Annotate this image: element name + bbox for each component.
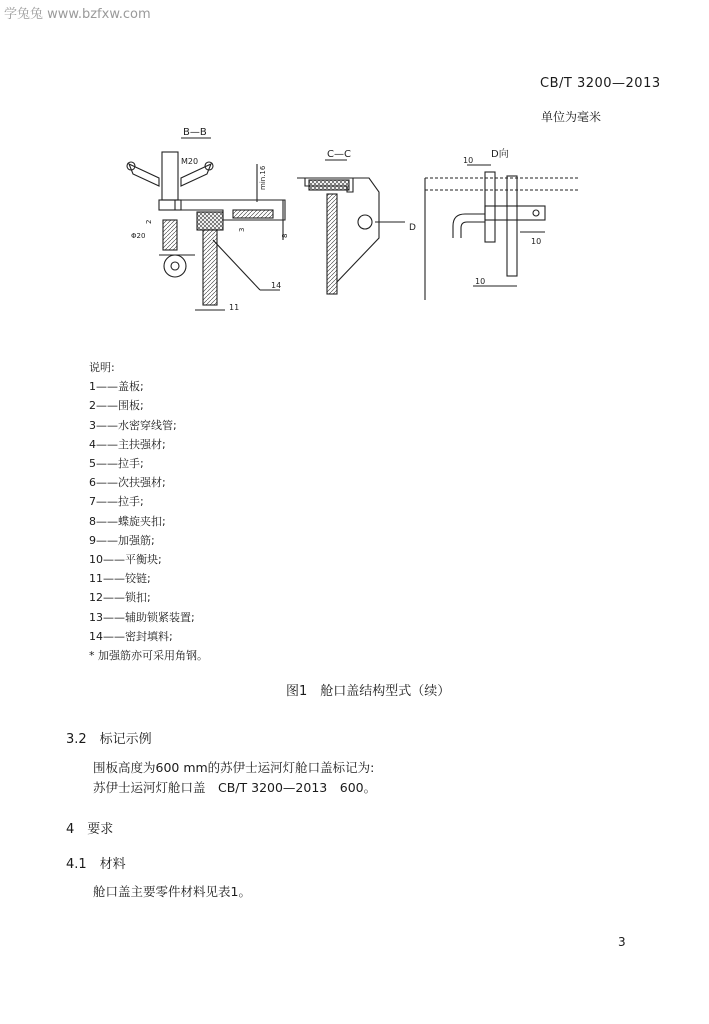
- dim-10c: 10: [475, 277, 486, 286]
- view-d: [425, 147, 580, 300]
- legend-item: 5——拉手;: [89, 457, 144, 471]
- legend-item: 12——锁扣;: [89, 591, 151, 605]
- dim-11: 11: [229, 303, 240, 312]
- legend: [89, 358, 208, 665]
- dim-min16: min.16: [259, 165, 267, 190]
- dim-m20: M20: [181, 157, 199, 166]
- legend-item: 10——平衡块;: [89, 553, 162, 567]
- legend-item: 3——水密穿线管;: [89, 418, 177, 432]
- section-4-1-heading: 4.1 材料: [66, 857, 126, 872]
- section-4-heading: 4 要求: [66, 822, 114, 837]
- legend-item: 14——密封填料;: [89, 629, 173, 643]
- legend-item: 2——围板;: [89, 399, 144, 413]
- section-3-2-example: 苏伊士运河灯舱口盖 CB/T 3200—2013 600。: [93, 780, 377, 795]
- unit-note: 单位为毫米: [541, 110, 602, 124]
- legend-item: 9——加强筋;: [89, 533, 155, 547]
- watermark-text: 学兔兔 www.bzfxw.com: [4, 7, 151, 22]
- figure-caption: 图1 舱口盖结构型式（续）: [286, 684, 451, 699]
- legend-note: * 加强筋亦可采用角钢。: [89, 649, 208, 663]
- hatch-cover-drawing: [115, 120, 635, 320]
- legend-item: 8——蝶旋夹扣;: [89, 514, 166, 528]
- page-number: 3: [618, 935, 626, 949]
- view-cc-label: C—C: [327, 149, 351, 160]
- dim-3: 3: [238, 227, 246, 232]
- dim-10b: 10: [531, 237, 542, 246]
- dim-phi20: Φ20: [131, 232, 146, 240]
- standard-code: CB/T 3200—2013: [540, 76, 661, 91]
- section-3-2-heading: 3.2 标记示例: [66, 732, 152, 747]
- section-4-1-paragraph: 舱口盖主要零件材料见表1。: [93, 884, 251, 899]
- dim-10a: 10: [463, 156, 474, 165]
- section-3-2-paragraph: 围板高度为600 mm的苏伊士运河灯舱口盖标记为:: [93, 760, 375, 775]
- legend-item: 13——辅助锁紧装置;: [89, 610, 195, 624]
- view-bb-label: B—B: [183, 127, 207, 138]
- legend-item: 4——主扶强材;: [89, 437, 166, 451]
- legend-item: 7——拉手;: [89, 495, 144, 509]
- view-d-label: D向: [491, 149, 509, 160]
- arrow-d: D: [409, 223, 416, 233]
- dim-2: 2: [145, 219, 153, 224]
- legend-item: 6——次扶强材;: [89, 476, 166, 490]
- legend-item: 1——盖板;: [89, 380, 144, 394]
- legend-item: 11——铰链;: [89, 572, 151, 586]
- view-cc: [297, 149, 416, 294]
- dim-8: 8: [281, 233, 289, 238]
- legend-title: 说明:: [89, 361, 115, 374]
- dim-14: 14: [271, 281, 282, 290]
- view-bb: [127, 127, 289, 312]
